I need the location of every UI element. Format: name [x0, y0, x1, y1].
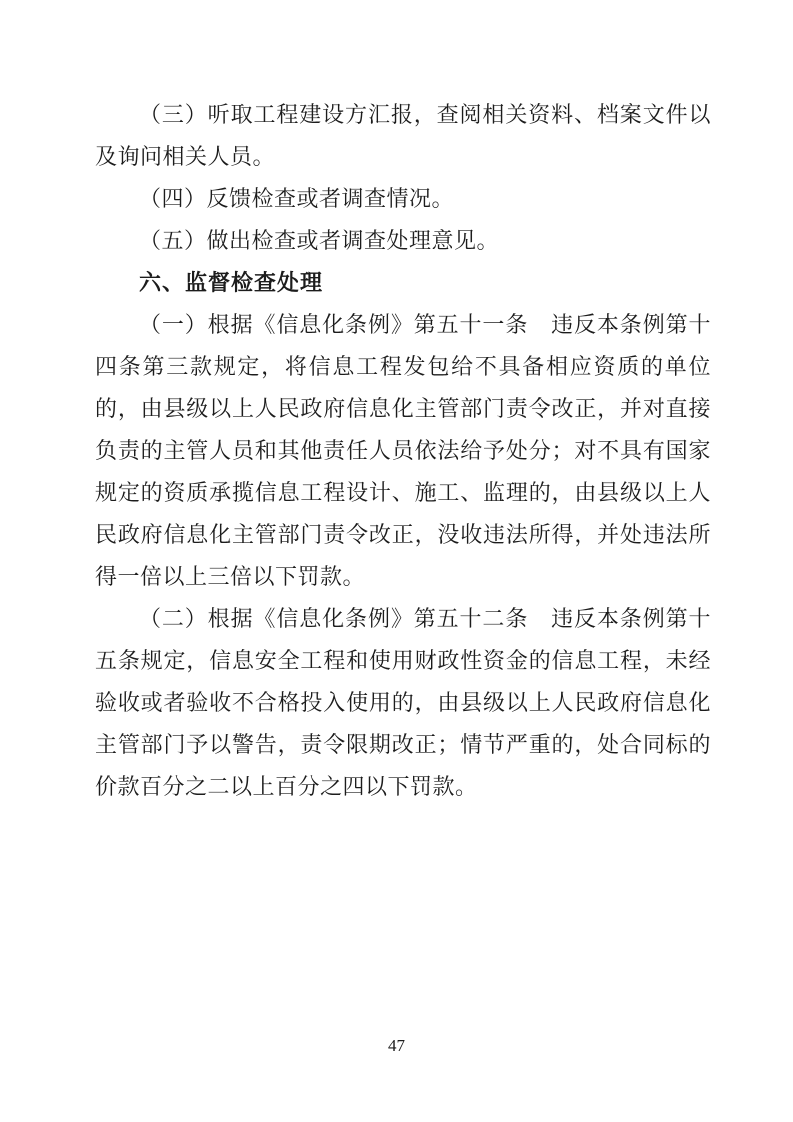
document-body [95, 94, 711, 808]
paragraph-item-3: （三）听取工程建设方汇报，查阅相关资料、档案文件以及询问相关人员。 [95, 102, 711, 169]
paragraph-item-5: （五）做出检查或者调查处理意见。 [139, 228, 500, 253]
paragraph-item-4: （四）反馈检查或者调查情况。 [139, 186, 455, 211]
section-heading-supervision-handling: 六、监督检查处理 [139, 270, 324, 295]
paragraph-article-52: （二）根据《信息化条例》第五十二条 违反本条例第十五条规定，信息安全工程和使用财政性资金的信息工程，未经验收或者验收不合格投入使用的，由县级以上人民政府信息化主管部门予以警告，责令限期改正；情节严重的，处合同标的价款百分之二以上百分之四以下罚款。 [95, 606, 711, 799]
page-number: 47 [388, 1036, 405, 1055]
paragraph-article-51: （一）根据《信息化条例》第五十一条 违反本条例第十四条第三款规定，将信息工程发包给不具备相应资质的单位的，由县级以上人民政府信息化主管部门责令改正，并对直接负责的主管人员和其他责任人员依法给予处分；对不具有国家规定的资质承揽信息工程设计、施工、监理的，由县级以上人民政府信息化主管部门责令改正，没收违法所得，并处违法所得一倍以上三倍以下罚款。 [95, 312, 711, 589]
